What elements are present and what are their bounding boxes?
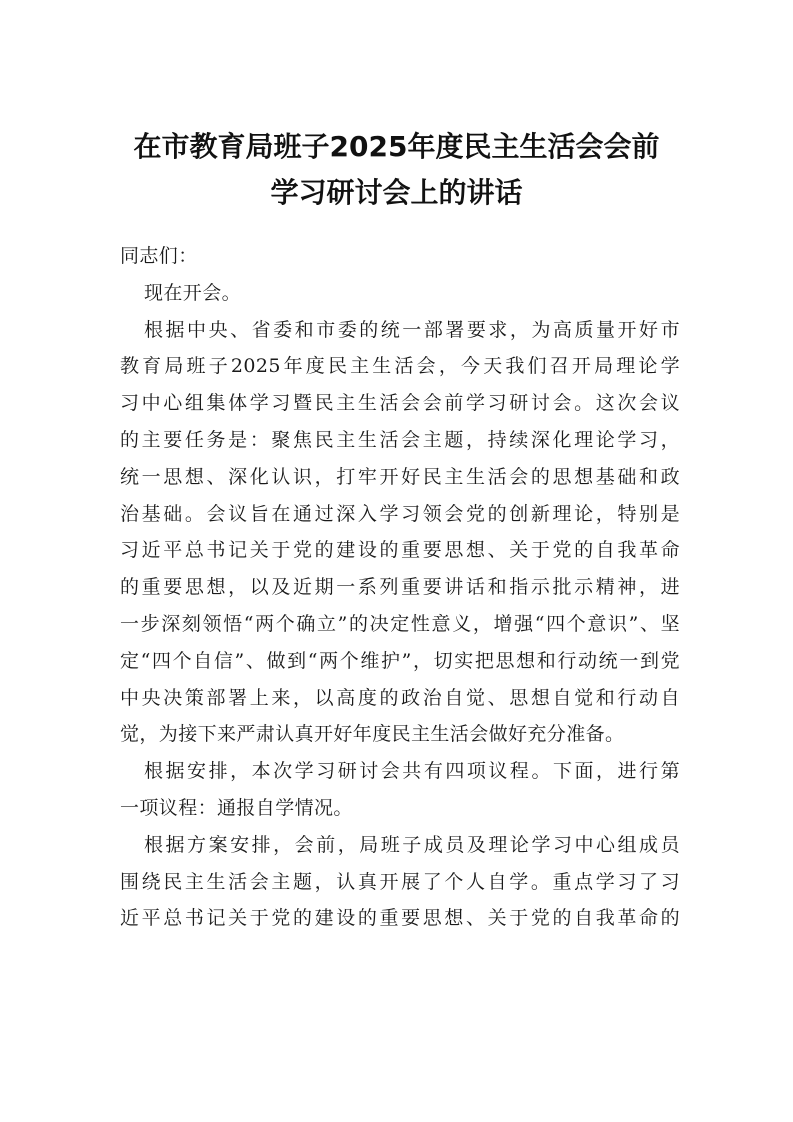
paragraph-line: 的重要思想，以及近期一系列重要讲话和指示批示精神，进	[120, 576, 680, 599]
document-title-line-2: 学习研讨会上的讲话	[270, 176, 523, 209]
salutation: 同志们：	[120, 245, 198, 267]
paragraph-line: 统一思想、深化认识，打牢开好民主生活会的思想基础和政	[120, 465, 680, 488]
paragraph-line: 习近平总书记关于党的建设的重要思想、关于党的自我革命	[120, 539, 680, 562]
paragraph-line: 根据中央、省委和市委的统一部署要求，为高质量开好市	[144, 318, 680, 341]
paragraph-line: 根据方案安排，会前，局班子成员及理论学习中心组成员	[144, 833, 680, 856]
paragraph-line: 习中心组集体学习暨民主生活会会前学习研讨会。这次会议	[120, 392, 680, 415]
paragraph-line: 围绕民主生活会主题，认真开展了个人自学。重点学习了习	[120, 870, 680, 893]
paragraph-line: 定“四个自信”、做到“两个维护”，切实把思想和行动统一到党	[120, 649, 680, 672]
paragraph-line: 治基础。会议旨在通过深入学习领会党的创新理论，特别是	[120, 502, 680, 525]
paragraph-line: 中央决策部署上来，以高度的政治自觉、思想自觉和行动自	[120, 686, 680, 709]
paragraph-line: 近平总书记关于党的建设的重要思想、关于党的自我革命的	[120, 907, 680, 930]
paragraph-line: 一步深刻领悟“两个确立”的决定性意义，增强“四个意识”、坚	[120, 612, 680, 635]
paragraph-line: 觉，为接下来严肃认真开好年度民主生活会做好充分准备。	[120, 723, 625, 746]
paragraph-line: 一项议程：通报自学情况。	[120, 796, 353, 819]
paragraph-line: 现在开会。	[144, 281, 242, 304]
paragraph-line: 的主要任务是：聚焦民主生活会主题，持续深化理论学习，	[120, 428, 680, 451]
document-title-line-1: 在市教育局班子2025年度民主生活会会前	[133, 130, 660, 163]
paragraph-line: 根据安排，本次学习研讨会共有四项议程。下面，进行第	[144, 760, 680, 783]
paragraph-line: 教育局班子2025年度民主生活会，今天我们召开局理论学	[120, 355, 680, 378]
document-body	[120, 238, 680, 937]
